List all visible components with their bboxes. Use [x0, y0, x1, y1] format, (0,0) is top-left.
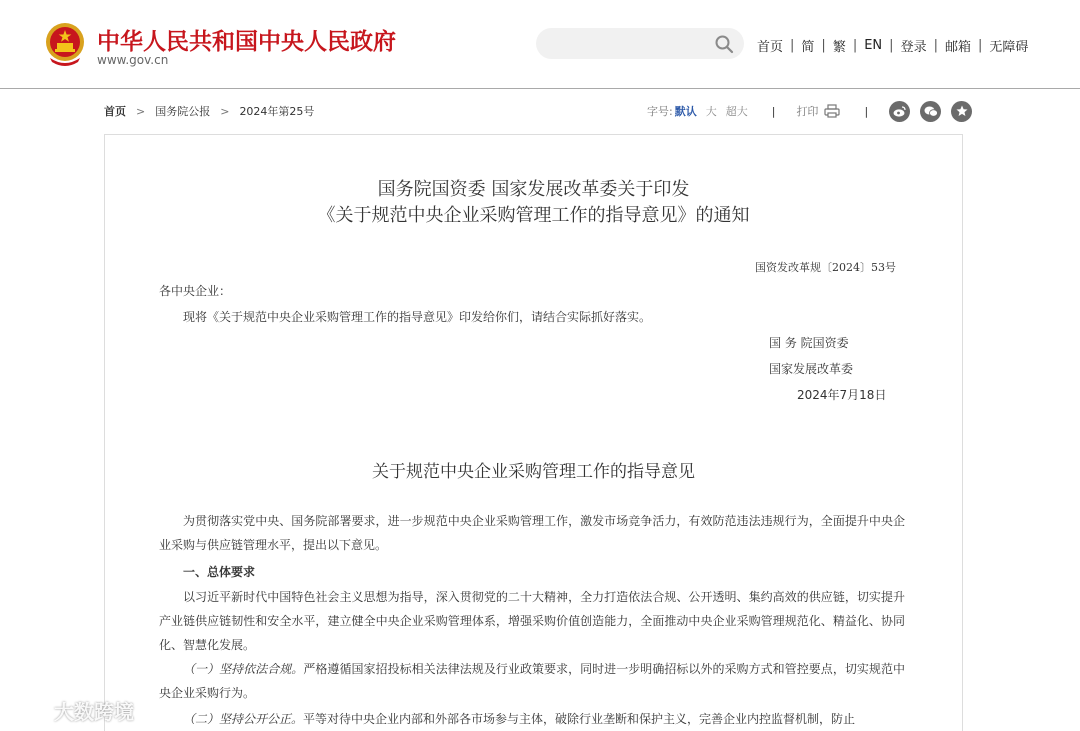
- font-size-label: 字号:: [647, 105, 673, 118]
- salutation: 各中央企业：: [159, 284, 232, 298]
- share-bar: [889, 101, 972, 122]
- national-emblem-icon[interactable]: [44, 22, 86, 68]
- nav-separator: |: [889, 38, 894, 53]
- search-input[interactable]: [536, 28, 744, 59]
- nav-separator: |: [977, 38, 983, 53]
- document-number: 国资发改革规〔2024〕53号: [755, 261, 896, 274]
- section-paragraph: 以习近平新时代中国特色社会主义思想为指导，深入贯彻党的二十大精神，全力打造依法合规、公开透明、集约高效的供应链，切实提升产业链供应链韧性和安全水平，建立健全中央企业采购管理体系，增强采购价值创造能力，全面推动中央企业采购管理规范化、精益化、协同化、智慧化发展。: [159, 590, 905, 652]
- article-tools: [647, 100, 972, 122]
- font-size-large[interactable]: 大: [705, 105, 717, 118]
- nav-separator: |: [821, 38, 826, 53]
- intro-paragraph: 为贯彻落实党中央、国务院部署要求，进一步规范中央企业采购管理工作，激发市场竞争活力，有效防范违法违规行为，全面提升中央企业采购与供应链管理水平，提出以下意见。: [159, 514, 905, 552]
- site-url[interactable]: www.gov.cn: [97, 53, 169, 67]
- print-icon: [824, 104, 840, 118]
- search-icon[interactable]: [714, 34, 734, 54]
- chevron-right-icon: >: [220, 104, 230, 118]
- font-size-default[interactable]: 默认: [674, 105, 697, 118]
- watermark-text: 大数跨境: [54, 700, 134, 724]
- breadcrumb-issue[interactable]: 2024年第25号: [239, 105, 315, 118]
- watermark: [8, 696, 134, 725]
- nav-separator: |: [852, 38, 858, 53]
- document-title: [105, 177, 962, 229]
- document-title-line1: 国务院国资委 国家发展改革委关于印发: [377, 179, 690, 200]
- item-body: 平等对待中央企业内部和外部各市场参与主体，破除行业垄断和保护主义，完善企业内控监督机制，防止: [303, 712, 856, 726]
- guideline-title: 关于规范中央企业采购管理工作的指导意见: [372, 462, 695, 482]
- item-label: （一）坚持依法合规。: [183, 662, 304, 676]
- nav-accessibility[interactable]: 无障碍: [989, 40, 1029, 55]
- watermark-logo-icon: [8, 698, 50, 724]
- font-size-xlarge[interactable]: 超大: [725, 105, 748, 118]
- tools-divider: |: [864, 104, 869, 118]
- article-content: [104, 134, 963, 731]
- chevron-right-icon: >: [136, 104, 146, 118]
- site-header: [0, 0, 1080, 89]
- notice-body: 现将《关于规范中央企业采购管理工作的指导意见》印发给你们，请结合实际抓好落实。: [183, 310, 652, 324]
- signer-ndrc: 国家发展改革委: [769, 362, 854, 376]
- nav-english[interactable]: EN: [864, 38, 883, 53]
- nav-login[interactable]: 登录: [900, 40, 927, 55]
- nav-traditional[interactable]: 繁: [832, 40, 846, 55]
- nav-simplified[interactable]: 简: [801, 40, 815, 55]
- print-button[interactable]: [796, 103, 840, 119]
- item-body: 严格遵循国家招投标相关法律法规及行业政策要求，同时进一步明确招标以外的采购方式和管控要点，切实规范中央企业采购行为。: [159, 662, 905, 700]
- item-label: （二）坚持公开公正。: [183, 712, 304, 726]
- nav-separator: |: [790, 38, 795, 53]
- breadcrumb-gazette[interactable]: 国务院公报: [155, 105, 211, 118]
- document-title-line2: 《关于规范中央企业采购管理工作的指导意见》的通知: [317, 205, 750, 226]
- site-title[interactable]: 中华人民共和国中央人民政府: [97, 28, 396, 55]
- print-label: 打印: [796, 105, 819, 118]
- item-paragraph: [159, 657, 905, 705]
- section-heading: 一、总体要求: [183, 565, 256, 579]
- top-nav: [757, 36, 1028, 55]
- wechat-icon[interactable]: [920, 101, 941, 122]
- tools-divider: |: [771, 104, 776, 118]
- signer-sasac: 国 务 院国资委: [769, 336, 849, 350]
- signing-date: 2024年7月18日: [797, 388, 887, 402]
- breadcrumb-home[interactable]: 首页: [104, 105, 126, 118]
- nav-home[interactable]: 首页: [757, 40, 784, 55]
- breadcrumb: [104, 103, 314, 119]
- nav-separator: |: [933, 38, 938, 53]
- favorite-icon[interactable]: [951, 101, 972, 122]
- weibo-icon[interactable]: [889, 101, 910, 122]
- nav-mail[interactable]: 邮箱: [944, 40, 971, 55]
- item-paragraph: [159, 707, 905, 731]
